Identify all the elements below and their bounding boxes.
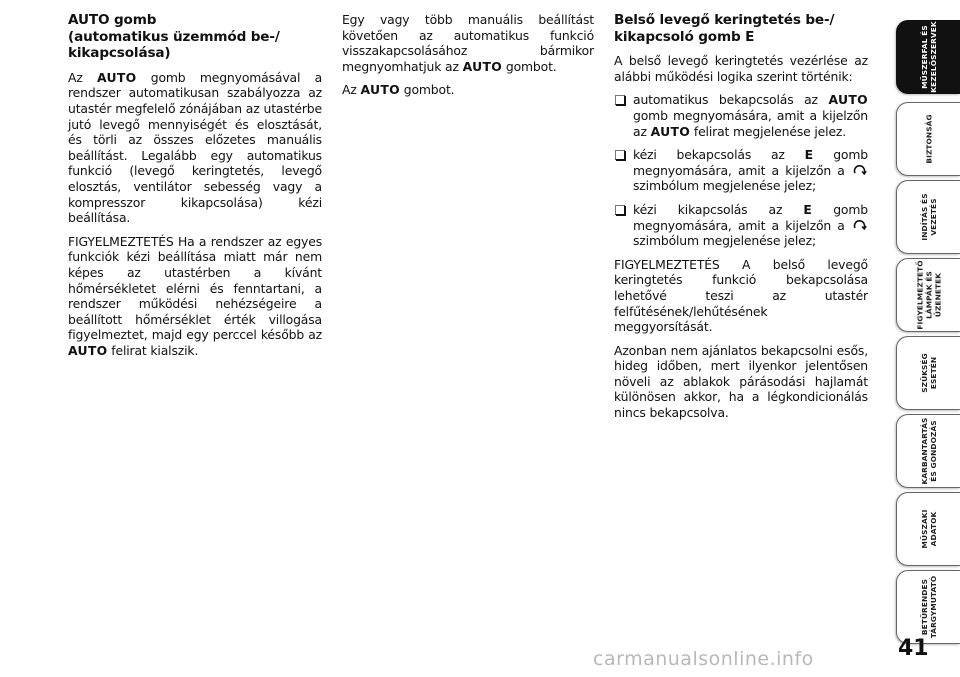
auto-keyword: AUTO — [462, 58, 503, 74]
recirculation-icon — [851, 219, 868, 232]
tab-label: SZÜKSÉG ESETÉN — [919, 353, 938, 393]
list-item: kézi bekapcsolás az E gomb megnyomására, amit a kijelzőn a szimbólum megjelenése jelez; — [614, 147, 868, 194]
tab-safety[interactable] — [896, 102, 960, 176]
recirculation-icon — [851, 164, 868, 177]
section-heading-recirculation — [614, 12, 868, 45]
tab-instrument-panel[interactable] — [896, 20, 960, 94]
tab-label: FIGYELMEZTETŐ LÁMPÁK ÉS ÜZENETEK — [915, 260, 942, 330]
heading-line: Belső levegő keringtetés be-/ — [614, 12, 835, 28]
tab-maintenance[interactable] — [896, 414, 960, 488]
e-button-keyword: E — [803, 201, 813, 217]
paragraph: Azonban nem ajánlatos bekapcsolni esős, hideg időben, mert ilyenkor jelentősen növeli az ablakok párásodási hajlamát különösen akkor, ha a légkondicionálás nincs bekapcsolva. — [614, 342, 868, 421]
tab-emergency[interactable] — [896, 336, 960, 410]
checkbox-bullet-icon — [615, 205, 625, 215]
auto-keyword: AUTO — [650, 123, 691, 139]
tab-label: MŰSZERFAL ÉS KEZELŐSZERVEK — [919, 21, 938, 93]
heading-line: kikapcsoló gomb E — [614, 28, 755, 45]
checkbox-bullet-icon — [615, 150, 625, 160]
heading-line: kikapcsolása) — [68, 45, 171, 62]
chapter-tabs — [896, 0, 960, 677]
list-item: automatikus bekapcsolás az AUTO gomb megnyomására, amit a kijelzőn az AUTO felirat megjelenése jelez. — [614, 92, 868, 139]
column-3 — [614, 12, 868, 429]
tab-starting-driving[interactable] — [896, 180, 960, 254]
paragraph: A belső levegő keringtetés vezérlése az alábbi működési logika szerint történik: — [614, 53, 868, 84]
tab-technical-data[interactable] — [896, 492, 960, 566]
auto-keyword: AUTO — [68, 342, 108, 358]
tab-label: BETŰRENDES TÁRGYMUTATÓ — [919, 575, 938, 639]
auto-keyword: AUTO — [828, 92, 868, 108]
tab-label: INDÍTÁS ÉS VEZETÉS — [919, 193, 938, 241]
tab-label: MŰSZAKI ADATOK — [919, 509, 938, 549]
heading-line: AUTO gomb — [68, 12, 157, 28]
heading-line: (automatikus üzemmód be-/ — [68, 28, 280, 45]
paragraph: Az AUTO gombot. — [342, 82, 455, 98]
warning-paragraph: FIGYELMEZTETÉS Ha a rendszer az egyes funkciók kézi beállítása miatt már nem képes az utastérben a kívánt hőmérsékletet elérni és fenntartani, a rendszer működési nehézségeire a beállított hőmérséklet érték villogása figyelmeztet, majd egy perccel később az AUTO felirat kialszik. — [68, 233, 322, 358]
auto-keyword: AUTO — [96, 69, 137, 85]
tab-label: KARBANTARTÁS ÉS GONDOZÁS — [919, 417, 938, 485]
tab-warning-lights[interactable] — [896, 258, 960, 332]
column-1 — [68, 12, 322, 366]
tab-label: BIZTONSÁG — [924, 114, 933, 164]
list-item: kézi kikapcsolás az E gomb megnyomására, amit a kijelzőn a szimbólum megjelenése jelez; — [614, 202, 868, 249]
watermark-text: carmanualsonline.info — [593, 648, 814, 670]
e-button-keyword: E — [804, 147, 814, 163]
section-heading-auto-button — [68, 12, 322, 62]
tab-index[interactable] — [896, 570, 960, 644]
page-number: 41 — [898, 636, 929, 661]
auto-keyword: AUTO — [360, 82, 400, 98]
warning-paragraph: FIGYELMEZTETÉS A belső levegő keringtetés funkció bekapcsolása lehetővé teszi az utastér felfűtésének/lehűtésének meggyorsítását. — [614, 256, 868, 335]
column-2 — [342, 12, 594, 106]
checkbox-bullet-icon — [615, 95, 625, 105]
paragraph: Az AUTO gomb megnyomásával a rendszer automatikusan szabályozza az utastér megfelelő zónájában az utastérbe jutó levegő mennyiségét és elosztását, és törli az összes előzetes manuális beállítást. Legalább egy automatikus funkció (levegő keringtetés, levegő elosztás, ventilátor sebesség vagy a kompresszor kikapcsolása) kézi beállítása. — [68, 69, 323, 226]
paragraph: Egy vagy több manuális beállítást követően az automatikus funkció visszakapcsolásához bármikor megnyomhatjuk az AUTO gombot. — [342, 12, 594, 74]
